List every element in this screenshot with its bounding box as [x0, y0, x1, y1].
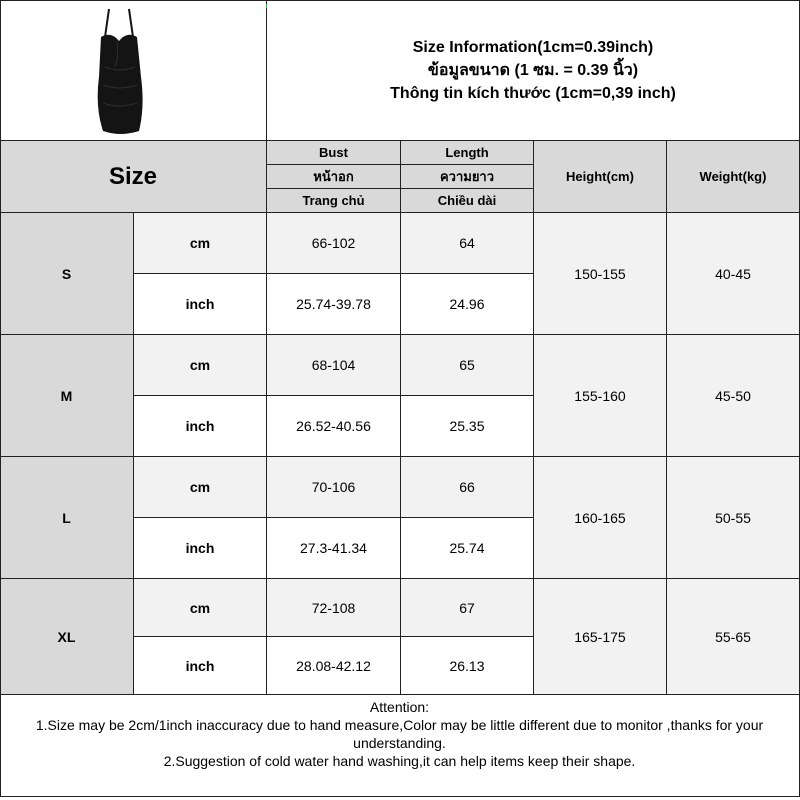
bust-value: 25.74-39.78 [267, 274, 401, 335]
length-value: 66 [401, 457, 534, 518]
length-header-vi: Chiều dài [401, 189, 534, 213]
height-value: 155-160 [534, 335, 667, 457]
height-value: 160-165 [534, 457, 667, 579]
bust-header-vi: Trang chủ [267, 189, 401, 213]
attention-note: 2.Suggestion of cold water hand washing,it can help items keep their shape. [163, 753, 636, 769]
unit-label: inch [134, 518, 267, 579]
length-value: 65 [401, 335, 534, 396]
size-information-header [267, 0, 800, 141]
length-value: 26.13 [401, 637, 534, 695]
bust-value: 72-108 [267, 579, 401, 637]
length-value: 25.35 [401, 396, 534, 457]
length-value: 25.74 [401, 518, 534, 579]
size-label: S [0, 213, 134, 335]
length-value: 64 [401, 213, 534, 274]
attention-title: Attention: [369, 699, 430, 715]
bust-value: 26.52-40.56 [267, 396, 401, 457]
camisole-icon [65, 7, 202, 137]
title-line-en: Size Information(1cm=0.39inch) [412, 38, 654, 56]
height-value: 150-155 [534, 213, 667, 335]
bust-value: 27.3-41.34 [267, 518, 401, 579]
size-label: XL [0, 579, 134, 695]
unit-label: cm [134, 457, 267, 518]
length-value: 24.96 [401, 274, 534, 335]
unit-label: inch [134, 274, 267, 335]
weight-value: 40-45 [667, 213, 800, 335]
weight-value: 50-55 [667, 457, 800, 579]
title-line-th: ข้อมูลขนาด (1 ซม. = 0.39 นิ้ว) [427, 61, 639, 79]
attention-notes [0, 695, 800, 797]
weight-value: 55-65 [667, 579, 800, 695]
size-label: M [0, 335, 134, 457]
bust-value: 66-102 [267, 213, 401, 274]
weight-value: 45-50 [667, 335, 800, 457]
bust-value: 68-104 [267, 335, 401, 396]
bust-header-en: Bust [267, 141, 401, 165]
unit-label: inch [134, 396, 267, 457]
bust-header-th: หน้าอก [267, 165, 401, 189]
attention-note: 1.Size may be 2cm/1inch inaccuracy due to hand measure,Color may be little different due to monitor ,thanks for your understanding. [35, 717, 764, 751]
bust-value: 70-106 [267, 457, 401, 518]
length-header-th: ความยาว [401, 165, 534, 189]
height-value: 165-175 [534, 579, 667, 695]
length-value: 67 [401, 579, 534, 637]
unit-label: cm [134, 579, 267, 637]
size-column-header: Size [0, 141, 267, 213]
unit-label: cm [134, 335, 267, 396]
size-label: L [0, 457, 134, 579]
unit-label: inch [134, 637, 267, 695]
length-header-en: Length [401, 141, 534, 165]
title-line-vi: Thông tin kích thước (1cm=0,39 inch) [390, 84, 676, 102]
bust-value: 28.08-42.12 [267, 637, 401, 695]
product-image [65, 7, 202, 137]
weight-header: Weight(kg) [667, 141, 800, 213]
height-header: Height(cm) [534, 141, 667, 213]
unit-label: cm [134, 213, 267, 274]
